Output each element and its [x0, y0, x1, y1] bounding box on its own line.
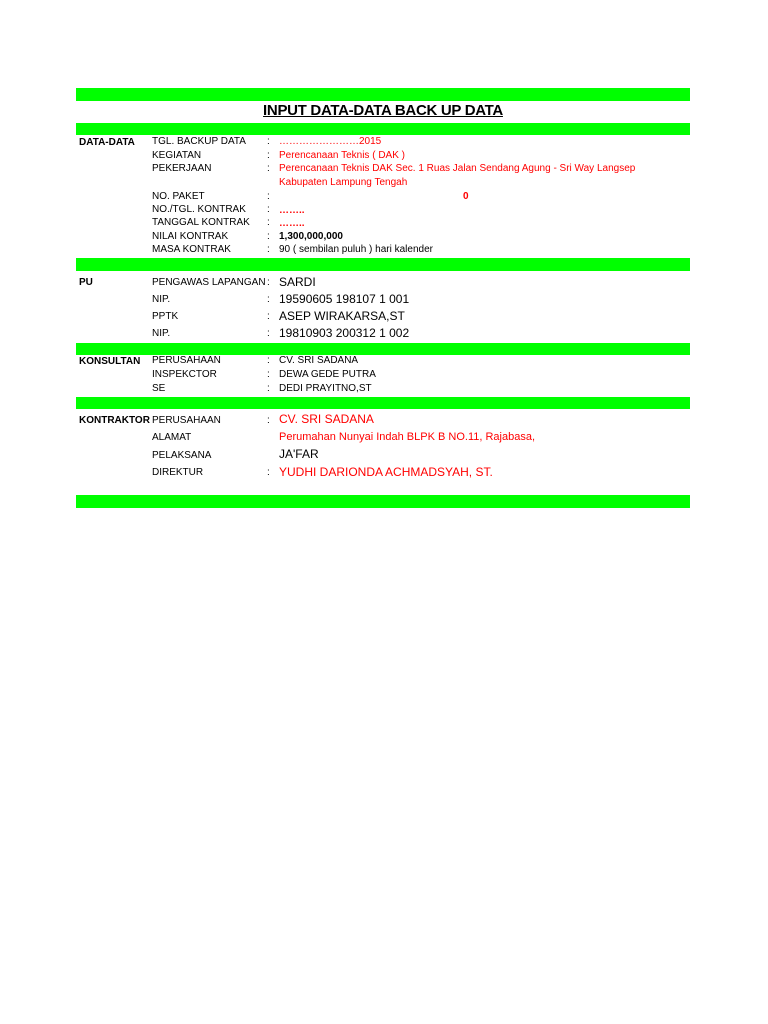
colon: : — [267, 231, 270, 242]
green-bar-pu — [76, 343, 690, 355]
colon: : — [267, 467, 270, 478]
label-alamat: ALAMAT — [152, 432, 192, 443]
green-bar-konsultan — [76, 397, 690, 409]
green-bar-title — [76, 123, 690, 135]
label-masa-kontrak: MASA KONTRAK — [152, 244, 231, 255]
label-tgl-backup: TGL. BACKUP DATA — [152, 136, 246, 147]
colon: : — [267, 355, 270, 366]
label-no-tgl-kontrak: NO./TGL. KONTRAK — [152, 204, 246, 215]
value-pekerjaan: Perencanaan Teknis DAK Sec. 1 Ruas Jalan Sendang Agung - Sri Way Langsep — [279, 163, 636, 174]
page-title: INPUT DATA-DATA BACK UP DATA — [263, 102, 503, 119]
label-pelaksana: PELAKSANA — [152, 450, 212, 461]
value-nilai-kontrak: 1,300,000,000 — [279, 231, 343, 242]
green-bar-top — [76, 88, 690, 101]
colon: : — [267, 204, 270, 215]
value-pelaksana: JA'FAR — [279, 447, 319, 461]
value-no-paket: 0 — [463, 191, 469, 202]
label-pptk: PPTK — [152, 311, 179, 322]
value-pekerjaan-line2: Kabupaten Lampung Tengah — [279, 177, 408, 188]
value-inspektor: DEWA GEDE PUTRA — [279, 369, 376, 380]
value-se: DEDI PRAYITNO,ST — [279, 383, 372, 394]
value-pptk: ASEP WIRAKARSA,ST — [279, 309, 405, 323]
colon: : — [267, 415, 270, 426]
section-heading-data: DATA-DATA — [79, 137, 135, 148]
label-se: SE — [152, 383, 166, 394]
colon: : — [267, 311, 270, 322]
label-tanggal-kontrak: TANGGAL KONTRAK — [152, 217, 250, 228]
colon: : — [267, 136, 270, 147]
colon: : — [267, 369, 270, 380]
label-nip-pptk: NIP. — [152, 328, 171, 339]
colon: : — [267, 294, 270, 305]
value-tanggal-kontrak: …….. — [279, 218, 305, 229]
label-kegiatan: KEGIATAN — [152, 150, 202, 161]
value-nip-pptk: 19810903 200312 1 002 — [279, 326, 410, 340]
value-direktur: YUDHI DARIONDA ACHMADSYAH, ST. — [279, 465, 493, 479]
label-direktur: DIREKTUR — [152, 467, 204, 478]
label-konsultan-perusahaan: PERUSAHAAN — [152, 355, 221, 366]
colon: : — [267, 328, 270, 339]
label-kontraktor-perusahaan: PERUSAHAAN — [152, 415, 221, 426]
label-pekerjaan: PEKERJAAN — [152, 163, 212, 174]
green-bar-data — [76, 258, 690, 271]
label-pengawas-lapangan: PENGAWAS LAPANGAN — [152, 277, 266, 288]
label-nip-pengawas: NIP. — [152, 294, 171, 305]
section-heading-kontraktor: KONTRAKTOR — [79, 415, 150, 426]
value-nip-pengawas: 19590605 198107 1 001 — [279, 292, 410, 306]
colon: : — [267, 191, 270, 202]
section-heading-konsultan: KONSULTAN — [79, 356, 141, 367]
value-kontraktor-perusahaan: CV. SRI SADANA — [279, 412, 374, 426]
value-pengawas-lapangan: SARDI — [279, 275, 316, 289]
green-bar-bottom — [76, 495, 690, 508]
colon: : — [267, 163, 270, 174]
value-alamat: Perumahan Nunyai Indah BLPK B NO.11, Rajabasa, — [279, 431, 536, 443]
colon: : — [267, 244, 270, 255]
colon: : — [267, 383, 270, 394]
value-kegiatan: Perencanaan Teknis ( DAK ) — [279, 150, 405, 161]
section-heading-pu: PU — [79, 277, 93, 288]
label-no-paket: NO. PAKET — [152, 191, 205, 202]
value-no-tgl-kontrak: …….. — [279, 205, 305, 216]
value-masa-kontrak: 90 ( sembilan puluh ) hari kalender — [279, 244, 433, 255]
colon: : — [267, 277, 270, 288]
label-inspektor: INSPEKCTOR — [152, 369, 217, 380]
value-konsultan-perusahaan: CV. SRI SADANA — [279, 355, 359, 366]
colon: : — [267, 150, 270, 161]
label-nilai-kontrak: NILAI KONTRAK — [152, 231, 229, 242]
colon: : — [267, 217, 270, 228]
value-tgl-backup: ……………………2015 — [279, 136, 382, 147]
